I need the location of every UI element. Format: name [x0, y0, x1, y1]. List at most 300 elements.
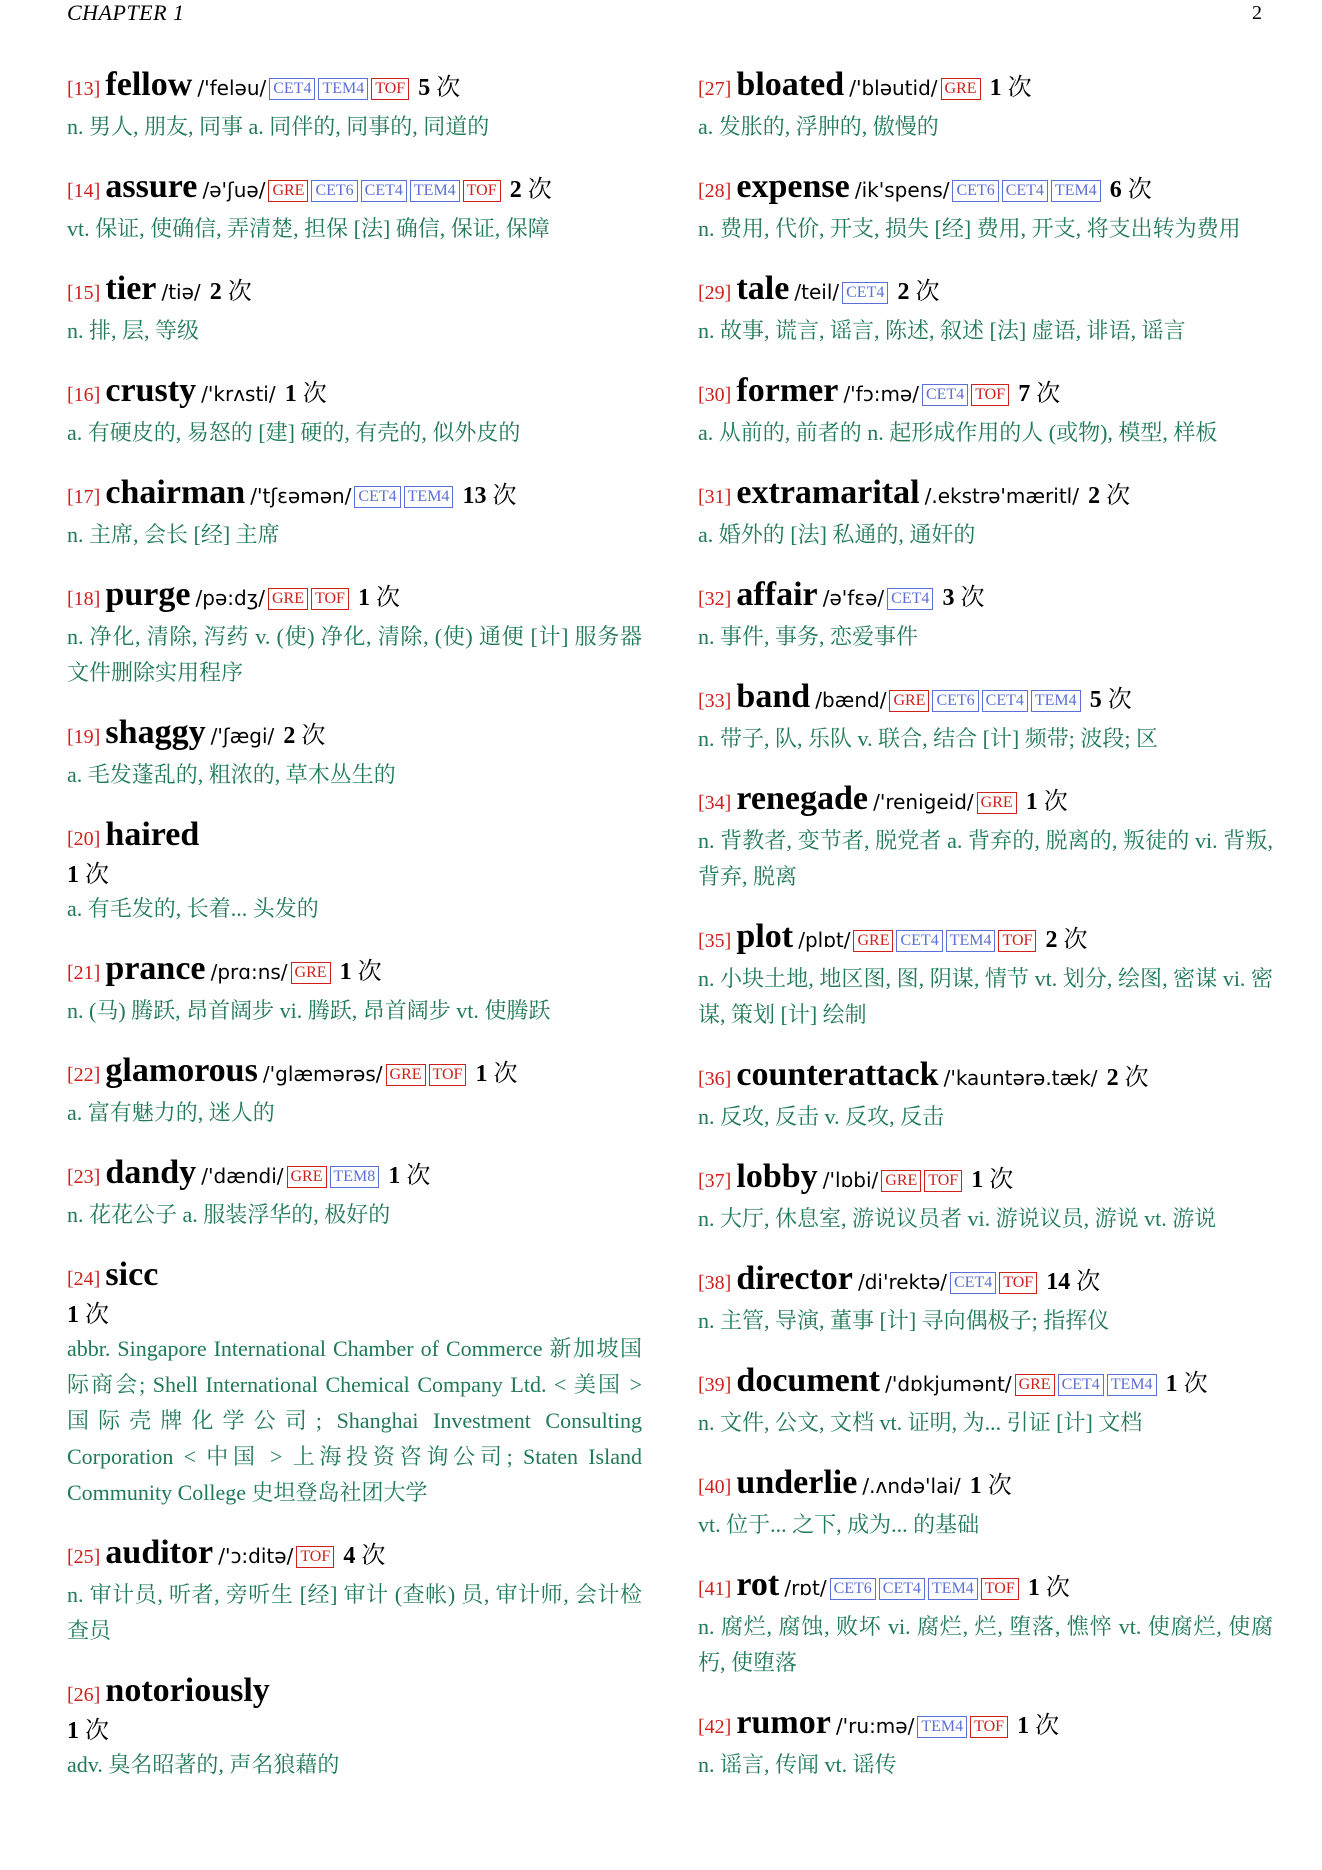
entry-headline: [67, 1534, 642, 1577]
phonetic: /ə'fɛə/: [822, 586, 885, 610]
exam-tag-cet4: CET4: [269, 78, 315, 100]
left-column: [67, 66, 642, 1806]
occurrence-count: [990, 75, 1032, 101]
entry-headline: [67, 950, 642, 993]
entry-index: [40]: [698, 1476, 732, 1498]
exam-tag-tof: TOF: [463, 180, 501, 202]
definition: n. 审计员, 听者, 旁听生 [经] 审计 (查帐) 员, 审计师, 会计检查员: [67, 1582, 642, 1643]
dictionary-entry: [67, 714, 642, 793]
headword: purge: [105, 576, 191, 613]
phonetic: /'ru:mə/: [835, 1714, 915, 1738]
exam-tag-tem8: TEM8: [330, 1166, 380, 1188]
count-number: 2: [1088, 483, 1101, 509]
headword: dandy: [105, 1154, 197, 1191]
phonetic: /ə'ʃuə/: [202, 178, 266, 202]
entry-index: [14]: [67, 180, 101, 202]
dictionary-entry: [698, 678, 1273, 757]
occurrence-count: [971, 1167, 1013, 1193]
entry-index: [27]: [698, 78, 732, 100]
entry-headline: [698, 1056, 1273, 1099]
dictionary-entry: [67, 1672, 642, 1783]
entry-index: [26]: [67, 1684, 101, 1706]
exam-tag-tof: TOF: [311, 588, 349, 610]
count-unit: 次: [1183, 1371, 1208, 1397]
count-unit: 次: [915, 279, 940, 305]
count-unit: 次: [527, 177, 552, 203]
headword: renegade: [736, 780, 868, 817]
headword: sicc: [105, 1256, 159, 1293]
occurrence-count: [418, 75, 460, 101]
definition: n. 男人, 朋友, 同事 a. 同伴的, 同事的, 同道的: [67, 114, 490, 139]
phonetic: /.ʌndə'lai/: [862, 1474, 961, 1498]
definition: n. 带子, 队, 乐队 v. 联合, 结合 [计] 频带; 波段; 区: [698, 726, 1158, 751]
count-unit: 次: [492, 483, 517, 509]
dictionary-entry: [67, 1256, 642, 1511]
count-unit: 次: [1076, 1269, 1101, 1295]
count-number: 2: [283, 723, 296, 749]
headword: fellow: [105, 66, 193, 103]
count-number: 1: [67, 1718, 79, 1744]
headword: expense: [736, 168, 850, 205]
entry-index: [25]: [67, 1546, 101, 1568]
exam-tags: [383, 1066, 467, 1085]
exam-tag-gre: GRE: [291, 962, 331, 984]
count-number: 1: [67, 862, 79, 888]
exam-tag-tof: TOF: [999, 1272, 1037, 1294]
occurrence-count: [67, 1299, 642, 1331]
headword: assure: [105, 168, 198, 205]
exam-tag-cet4: CET4: [361, 180, 407, 202]
definition: n. 排, 层, 等级: [67, 318, 200, 343]
exam-tag-cet4: CET4: [879, 1578, 925, 1600]
exam-tag-cet4: CET4: [1058, 1374, 1104, 1396]
definition: a. 发胀的, 浮肿的, 傲慢的: [698, 114, 939, 139]
count-number: 3: [942, 585, 955, 611]
occurrence-count: [210, 279, 252, 305]
count-number: 1: [1017, 1713, 1030, 1739]
exam-tags: [351, 488, 453, 507]
entry-headline: [67, 270, 642, 313]
headword: former: [736, 372, 839, 409]
count-number: 2: [1106, 1065, 1119, 1091]
definition: a. 婚外的 [法] 私通的, 通奸的: [698, 522, 976, 547]
count-number: 1: [969, 1473, 982, 1499]
entry-index: [36]: [698, 1068, 732, 1090]
exam-tag-cet4: CET4: [896, 930, 942, 952]
phonetic: /di'rektə/: [857, 1270, 947, 1294]
headword: plot: [736, 918, 794, 955]
count-unit: 次: [85, 1302, 109, 1328]
entry-index: [39]: [698, 1374, 732, 1396]
dictionary-entry: [698, 1704, 1273, 1783]
count-number: 4: [343, 1543, 356, 1569]
definition: n. 净化, 清除, 泻药 v. (使) 净化, 清除, (使) 通便 [计] 服务器文件删除实用程序: [67, 624, 642, 685]
exam-tag-cet6: CET6: [952, 180, 998, 202]
dictionary-entry: [67, 474, 642, 553]
count-unit: 次: [1107, 687, 1132, 713]
headword: bloated: [736, 66, 845, 103]
exam-tag-tem4: TEM4: [318, 78, 368, 100]
dictionary-entry: [698, 1260, 1273, 1339]
occurrence-count: [1110, 177, 1152, 203]
dictionary-entry: [67, 1154, 642, 1233]
occurrence-count: [1046, 927, 1088, 953]
headword: lobby: [736, 1158, 818, 1195]
headword: extramarital: [736, 474, 920, 511]
entry-index: [42]: [698, 1716, 732, 1738]
dictionary-entry: [67, 270, 642, 349]
entry-headline: [67, 474, 642, 517]
entry-headline: [67, 1052, 642, 1095]
definition: n. 谣言, 传闻 vt. 谣传: [698, 1752, 897, 1777]
exam-tags: [949, 182, 1100, 201]
count-unit: 次: [987, 1473, 1012, 1499]
count-unit: 次: [1007, 75, 1032, 101]
dictionary-entry: [67, 816, 642, 927]
phonetic: /rɒt/: [784, 1576, 827, 1600]
entry-index: [16]: [67, 384, 101, 406]
definition: a. 毛发蓬乱的, 粗浓的, 草木丛生的: [67, 762, 396, 787]
count-unit: 次: [85, 1718, 109, 1744]
exam-tag-gre: GRE: [941, 78, 981, 100]
exam-tag-cet4: CET4: [922, 384, 968, 406]
entry-headline: [67, 816, 642, 859]
count-unit: 次: [1035, 1713, 1060, 1739]
entry-index: [17]: [67, 486, 101, 508]
dictionary-entry: [698, 576, 1273, 655]
count-unit: 次: [1036, 381, 1061, 407]
entry-index: [13]: [67, 78, 101, 100]
occurrence-count: [510, 177, 552, 203]
phonetic: /'lɒbi/: [822, 1168, 879, 1192]
exam-tags: [884, 590, 933, 609]
headword: tale: [736, 270, 790, 307]
definition: a. 富有魅力的, 迷人的: [67, 1100, 275, 1125]
headword: underlie: [736, 1464, 858, 1501]
exam-tags: [919, 386, 1009, 405]
phonetic: /'ʃægi/: [210, 724, 275, 748]
exam-tag-tem4: TEM4: [946, 930, 996, 952]
definition: n. 故事, 谎言, 谣言, 陈述, 叙述 [法] 虚语, 诽语, 谣言: [698, 318, 1186, 343]
entry-headline: [67, 1256, 642, 1299]
count-number: 2: [1045, 927, 1058, 953]
exam-tag-cet4: CET4: [887, 588, 933, 610]
count-unit: 次: [1043, 789, 1068, 815]
chapter-header: CHAPTER 1: [67, 0, 185, 25]
occurrence-count: [1028, 1575, 1070, 1601]
exam-tag-tem4: TEM4: [917, 1716, 967, 1738]
entry-headline: [698, 576, 1273, 619]
exam-tag-tof: TOF: [296, 1546, 334, 1568]
exam-tags: [1012, 1376, 1157, 1395]
exam-tags: [974, 794, 1017, 813]
entry-headline: [698, 1362, 1273, 1405]
count-unit: 次: [1124, 1065, 1149, 1091]
occurrence-count: [388, 1163, 430, 1189]
count-unit: 次: [493, 1061, 518, 1087]
definition: n. 费用, 代价, 开支, 损失 [经] 费用, 开支, 将支出转为费用: [698, 216, 1241, 241]
definition: adv. 臭名昭著的, 声名狼藉的: [67, 1752, 340, 1777]
entry-index: [34]: [698, 792, 732, 814]
entry-headline: [698, 66, 1273, 109]
occurrence-count: [463, 483, 517, 509]
exam-tag-cet6: CET6: [830, 1578, 876, 1600]
headword: document: [736, 1362, 880, 1399]
count-unit: 次: [436, 75, 461, 101]
exam-tags: [938, 80, 981, 99]
phonetic: /'dændi/: [201, 1164, 284, 1188]
headword: crusty: [105, 372, 197, 409]
entry-headline: [698, 1260, 1273, 1303]
dictionary-entry: [698, 918, 1273, 1033]
occurrence-count: [1017, 1713, 1059, 1739]
dictionary-entry: [698, 372, 1273, 451]
exam-tag-gre: GRE: [853, 930, 893, 952]
entry-index: [32]: [698, 588, 732, 610]
definition: vt. 位于... 之下, 成为... 的基础: [698, 1512, 980, 1537]
exam-tags: [839, 284, 888, 303]
count-unit: 次: [376, 585, 401, 611]
phonetic: /'krʌsti/: [201, 382, 276, 406]
occurrence-count: [1166, 1371, 1208, 1397]
exam-tag-gre: GRE: [268, 180, 308, 202]
dictionary-entry: [698, 270, 1273, 349]
entry-index: [20]: [67, 828, 101, 850]
count-number: 14: [1046, 1269, 1071, 1295]
exam-tag-tof: TOF: [998, 930, 1036, 952]
count-unit: 次: [85, 862, 109, 888]
exam-tag-cet6: CET6: [932, 690, 978, 712]
count-unit: 次: [989, 1167, 1014, 1193]
count-unit: 次: [1127, 177, 1152, 203]
dictionary-entry: [698, 1158, 1273, 1237]
entry-index: [41]: [698, 1578, 732, 1600]
entry-index: [29]: [698, 282, 732, 304]
occurrence-count: [1018, 381, 1060, 407]
definition: n. 文件, 公文, 文档 vt. 证明, 为... 引证 [计] 文档: [698, 1410, 1143, 1435]
phonetic: /'bləutid/: [849, 76, 938, 100]
entry-headline: [698, 372, 1273, 415]
count-number: 5: [418, 75, 431, 101]
entry-index: [28]: [698, 180, 732, 202]
count-unit: 次: [357, 959, 382, 985]
entry-index: [15]: [67, 282, 101, 304]
dictionary-entry: [698, 168, 1273, 247]
dictionary-entry: [698, 1464, 1273, 1543]
exam-tag-tof: TOF: [429, 1064, 467, 1086]
definition: vt. 保证, 使确信, 弄清楚, 担保 [法] 确信, 保证, 保障: [67, 216, 550, 241]
exam-tag-gre: GRE: [287, 1166, 327, 1188]
phonetic: /'feləu/: [197, 76, 267, 100]
exam-tag-tof: TOF: [981, 1578, 1019, 1600]
dictionary-entry: [67, 168, 642, 247]
definition: n. 小块土地, 地区图, 图, 阴谋, 情节 vt. 划分, 绘图, 密谋 vi. 密谋, 策划 [计] 绘制: [698, 966, 1273, 1027]
right-column: [698, 66, 1273, 1806]
phonetic: /.ekstrə'mæritl/: [924, 484, 1079, 508]
count-unit: 次: [227, 279, 252, 305]
entry-headline: [698, 1158, 1273, 1201]
entry-headline: [67, 66, 642, 109]
phonetic: /teil/: [794, 280, 840, 304]
entry-index: [21]: [67, 962, 101, 984]
count-number: 5: [1089, 687, 1102, 713]
exam-tag-cet4: CET4: [842, 282, 888, 304]
dictionary-entry: [698, 1362, 1273, 1441]
definition: n. (马) 腾跃, 昂首阔步 vi. 腾跃, 昂首阔步 vt. 使腾跃: [67, 998, 551, 1023]
count-number: 2: [509, 177, 522, 203]
entry-headline: [698, 1704, 1273, 1747]
occurrence-count: [476, 1061, 518, 1087]
exam-tag-tem4: TEM4: [928, 1578, 978, 1600]
dictionary-entry: [67, 1534, 642, 1649]
entry-index: [19]: [67, 726, 101, 748]
count-unit: 次: [1045, 1575, 1070, 1601]
definition: n. 主席, 会长 [经] 主席: [67, 522, 280, 547]
exam-tags: [886, 692, 1080, 711]
entry-headline: [67, 168, 642, 211]
exam-tags: [265, 182, 500, 201]
occurrence-count: [897, 279, 939, 305]
occurrence-count: [942, 585, 984, 611]
count-unit: 次: [361, 1543, 386, 1569]
phonetic: /'renigeid/: [873, 790, 974, 814]
count-number: 1: [339, 959, 352, 985]
definition: n. 背教者, 变节者, 脱党者 a. 背弃的, 脱离的, 叛徒的 vi. 背叛, 背弃, 脱离: [698, 828, 1273, 889]
count-number: 13: [462, 483, 487, 509]
phonetic: /'fɔ:mə/: [843, 382, 919, 406]
exam-tags: [293, 1548, 334, 1567]
entry-index: [38]: [698, 1272, 732, 1294]
count-number: 1: [358, 585, 371, 611]
headword: auditor: [105, 1534, 214, 1571]
headword: rumor: [736, 1704, 831, 1741]
entry-headline: [67, 576, 642, 619]
exam-tags: [878, 1172, 962, 1191]
exam-tag-cet4: CET4: [950, 1272, 996, 1294]
headword: haired: [105, 816, 200, 853]
occurrence-count: [1026, 789, 1068, 815]
headword: rot: [736, 1566, 780, 1603]
dictionary-entry: [698, 780, 1273, 895]
headword: notoriously: [105, 1672, 270, 1709]
dictionary-entry: [67, 576, 642, 691]
entry-headline: [67, 1154, 642, 1197]
definition: a. 有毛发的, 长着... 头发的: [67, 896, 319, 921]
entry-index: [23]: [67, 1166, 101, 1188]
occurrence-count: [283, 723, 325, 749]
exam-tag-tem4: TEM4: [404, 486, 454, 508]
exam-tags: [288, 964, 331, 983]
exam-tag-cet6: CET6: [311, 180, 357, 202]
phonetic: /'tʃɛəmən/: [250, 484, 352, 508]
exam-tag-tof: TOF: [924, 1170, 962, 1192]
exam-tag-tof: TOF: [970, 1716, 1008, 1738]
exam-tags: [284, 1168, 380, 1187]
dictionary-entry: [698, 474, 1273, 553]
exam-tag-tof: TOF: [971, 384, 1009, 406]
dictionary-entry: [67, 66, 642, 145]
count-number: 1: [388, 1163, 401, 1189]
count-number: 2: [209, 279, 222, 305]
definition: a. 有硬皮的, 易怒的 [建] 硬的, 有壳的, 似外皮的: [67, 420, 521, 445]
definition: n. 事件, 事务, 恋爱事件: [698, 624, 919, 649]
phonetic: /prɑ:ns/: [210, 960, 288, 984]
exam-tag-gre: GRE: [268, 588, 308, 610]
definition: n. 腐烂, 腐蚀, 败坏 vi. 腐烂, 烂, 堕落, 憔悴 vt. 使腐烂, 使腐朽, 使堕落: [698, 1614, 1273, 1675]
count-unit: 次: [960, 585, 985, 611]
count-unit: 次: [301, 723, 326, 749]
phonetic: /'dɒkjumənt/: [885, 1372, 1012, 1396]
entry-headline: [67, 372, 642, 415]
entry-index: [24]: [67, 1268, 101, 1290]
entry-headline: [67, 714, 642, 757]
exam-tag-gre: GRE: [881, 1170, 921, 1192]
count-number: 1: [475, 1061, 488, 1087]
exam-tag-gre: GRE: [977, 792, 1017, 814]
occurrence-count: [1107, 1065, 1149, 1091]
occurrence-count: [1046, 1269, 1100, 1295]
count-unit: 次: [302, 381, 327, 407]
exam-tag-tof: TOF: [371, 78, 409, 100]
headword: counterattack: [736, 1056, 939, 1093]
headword: band: [736, 678, 811, 715]
entry-headline: [67, 1672, 642, 1715]
occurrence-count: [358, 585, 400, 611]
entry-headline: [698, 678, 1273, 721]
occurrence-count: [1090, 687, 1132, 713]
exam-tag-cet4: CET4: [982, 690, 1028, 712]
phonetic: /plɒt/: [798, 928, 851, 952]
dictionary-entry: [67, 372, 642, 451]
phonetic: /tiə/: [161, 280, 201, 304]
exam-tags: [265, 590, 349, 609]
definition: a. 从前的, 前者的 n. 起形成作用的人 (或物), 模型, 样板: [698, 420, 1218, 445]
count-number: 7: [1018, 381, 1031, 407]
dictionary-entry: [698, 1056, 1273, 1135]
exam-tags: [266, 80, 409, 99]
dictionary-entry: [698, 1566, 1273, 1681]
exam-tag-cet4: CET4: [354, 486, 400, 508]
entry-index: [31]: [698, 486, 732, 508]
phonetic: /pə:dʒ/: [195, 586, 265, 610]
entry-headline: [698, 1566, 1273, 1609]
entry-index: [35]: [698, 930, 732, 952]
count-number: 1: [971, 1167, 984, 1193]
count-number: 1: [1027, 1575, 1040, 1601]
exam-tags: [914, 1718, 1008, 1737]
count-number: 1: [989, 75, 1002, 101]
exam-tag-gre: GRE: [889, 690, 929, 712]
definition: n. 反攻, 反击 v. 反攻, 反击: [698, 1104, 945, 1129]
entry-index: [37]: [698, 1170, 732, 1192]
dictionary-entry: [67, 950, 642, 1029]
occurrence-count: [970, 1473, 1012, 1499]
entry-headline: [698, 918, 1273, 961]
entry-headline: [698, 474, 1273, 517]
occurrence-count: [1088, 483, 1130, 509]
dictionary-entry: [67, 1052, 642, 1131]
exam-tag-tem4: TEM4: [1107, 1374, 1157, 1396]
occurrence-count: [285, 381, 327, 407]
entry-index: [33]: [698, 690, 732, 712]
definition: n. 大厅, 休息室, 游说议员者 vi. 游说议员, 游说 vt. 游说: [698, 1206, 1217, 1231]
exam-tag-gre: GRE: [1015, 1374, 1055, 1396]
exam-tag-cet4: CET4: [1002, 180, 1048, 202]
headword: tier: [105, 270, 157, 307]
count-number: 2: [897, 279, 910, 305]
phonetic: /ik'spens/: [854, 178, 950, 202]
count-unit: 次: [1063, 927, 1088, 953]
